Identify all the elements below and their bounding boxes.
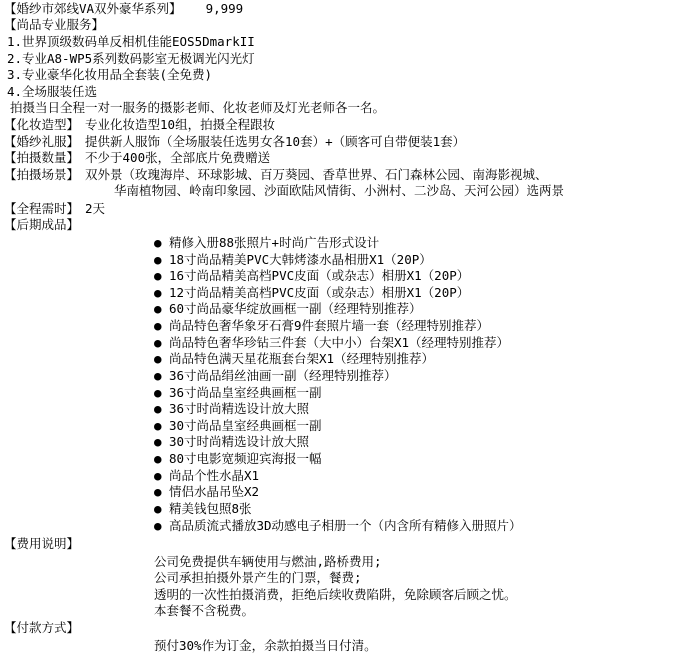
package-price: 9,999 bbox=[205, 1, 244, 16]
product-item-text: 36寸时尚精选设计放大照 bbox=[169, 401, 310, 416]
info-row-quantity bbox=[4, 150, 270, 166]
fee-line: 公司免费提供车辆使用与燃油,路桥费用; bbox=[154, 554, 382, 569]
fees-heading: 【费用说明】 bbox=[4, 536, 80, 551]
product-item bbox=[154, 484, 259, 500]
info-row-value: 提供新人服饰（全场服装任选男女各10套）+（顾客可自带便装1套） bbox=[85, 134, 466, 149]
fee-line: 本套餐不含税费。 bbox=[154, 603, 255, 618]
info-row-label: 【拍摄场景】 bbox=[4, 167, 80, 182]
bullet-icon: ● bbox=[154, 434, 162, 449]
product-item-text: 18寸尚品精美PVC大韩烤漆水晶相册X1（20P） bbox=[169, 252, 432, 267]
product-item-text: 尚品特色奢华象牙石膏9件套照片墙一套（经理特别推荐） bbox=[169, 318, 490, 333]
info-row-gowns bbox=[4, 134, 465, 150]
product-item bbox=[154, 268, 469, 284]
package-title-line bbox=[4, 1, 243, 17]
product-item bbox=[154, 434, 309, 450]
product-item-text: 36寸尚品绢丝油画一副（经理特别推荐） bbox=[169, 368, 397, 383]
product-item bbox=[154, 335, 509, 351]
product-item bbox=[154, 385, 322, 401]
service-item-number: 3. bbox=[6, 67, 22, 82]
bullet-icon: ● bbox=[154, 252, 162, 267]
info-row-scenes bbox=[4, 167, 548, 183]
product-item-text: 30寸时尚精选设计放大照 bbox=[169, 434, 310, 449]
product-item bbox=[154, 518, 522, 534]
bullet-icon: ● bbox=[154, 285, 162, 300]
bullet-icon: ● bbox=[154, 518, 162, 533]
fee-line: 透明的一次性拍摄消费，拒绝后续收费陷阱，免除顾客后顾之忧。 bbox=[154, 587, 517, 602]
service-item-number: 2. bbox=[6, 51, 22, 66]
info-row-duration bbox=[4, 201, 105, 217]
info-row-value: 2天 bbox=[85, 201, 106, 216]
product-item bbox=[154, 301, 422, 317]
product-item bbox=[154, 418, 322, 434]
bullet-icon: ● bbox=[154, 501, 162, 516]
bullet-icon: ● bbox=[154, 484, 162, 499]
service-item-text: 专业A8-WP5系列数码影室无极调光闪光灯 bbox=[22, 51, 255, 66]
product-item-text: 精修入册88张照片+时尚广告形式设计 bbox=[169, 235, 380, 250]
product-item bbox=[154, 351, 434, 367]
fee-line: 公司承担拍摄外景产生的门票，餐费; bbox=[154, 570, 362, 585]
product-item bbox=[154, 235, 379, 251]
payment-text: 预付30%作为订金，余款拍摄当日付清。 bbox=[154, 638, 377, 653]
products-heading: 【后期成品】 bbox=[4, 217, 80, 232]
info-row-label: 【拍摄数量】 bbox=[4, 150, 80, 165]
product-item bbox=[154, 401, 309, 417]
service-item bbox=[6, 34, 255, 50]
product-item-text: 36寸尚品皇室经典画框一副 bbox=[169, 385, 322, 400]
product-item bbox=[154, 252, 432, 268]
info-row-value: 不少于400张，全部底片免费赠送 bbox=[85, 150, 271, 165]
product-item bbox=[154, 468, 259, 484]
info-row-makeup bbox=[4, 117, 275, 133]
product-item bbox=[154, 285, 469, 301]
service-item-text: 全场服装任选 bbox=[22, 84, 98, 99]
bullet-icon: ● bbox=[154, 268, 162, 283]
service-item-number: 1. bbox=[6, 34, 22, 49]
product-item-text: 尚品特色满天星花瓶套台架X1（经理特别推荐） bbox=[169, 351, 435, 366]
product-item-text: 12寸尚品精美高档PVC皮面（或杂志）相册X1（20P） bbox=[169, 285, 470, 300]
info-row-value: 专业化妆造型10组，拍摄全程跟妆 bbox=[85, 117, 276, 132]
product-item-text: 60寸尚品豪华绽放画框一副（经理特别推荐） bbox=[169, 301, 422, 316]
info-row-scenes-continued: 华南植物园、岭南印象园、沙面欧陆风情街、小洲村、二沙岛、天河公园）选两景 bbox=[114, 183, 565, 198]
info-row-label: 【化妆造型】 bbox=[4, 117, 80, 132]
payment-heading: 【付款方式】 bbox=[4, 620, 80, 635]
product-item-text: 精美钱包照8张 bbox=[169, 501, 252, 516]
product-item-text: 尚品特色奢华珍钻三件套（大中小）台架X1（经理特别推荐） bbox=[169, 335, 510, 350]
bullet-icon: ● bbox=[154, 235, 162, 250]
bullet-icon: ● bbox=[154, 335, 162, 350]
services-heading: 【尚品专业服务】 bbox=[4, 17, 105, 32]
bullet-icon: ● bbox=[154, 318, 162, 333]
service-item bbox=[6, 84, 97, 100]
product-item-text: 情侣水晶吊坠X2 bbox=[169, 484, 260, 499]
product-item-text: 16寸尚品精美高档PVC皮面（或杂志）相册X1（20P） bbox=[169, 268, 470, 283]
info-row-label: 【婚纱礼服】 bbox=[4, 134, 80, 149]
bullet-icon: ● bbox=[154, 401, 162, 416]
product-item-text: 80寸电影宽频迎宾海报一幅 bbox=[169, 451, 322, 466]
service-item bbox=[6, 51, 255, 67]
bullet-icon: ● bbox=[154, 451, 162, 466]
services-note: 拍摄当日全程一对一服务的摄影老师、化妆老师及灯光老师各一名。 bbox=[10, 100, 386, 115]
product-item bbox=[154, 451, 322, 467]
bullet-icon: ● bbox=[154, 351, 162, 366]
bullet-icon: ● bbox=[154, 301, 162, 316]
service-item-text: 世界顶级数码单反相机佳能EOS5DmarkII bbox=[22, 34, 255, 49]
bullet-icon: ● bbox=[154, 385, 162, 400]
bullet-icon: ● bbox=[154, 418, 162, 433]
service-item-text: 专业豪华化妆用品全套装(全免费) bbox=[22, 67, 213, 82]
service-item bbox=[6, 67, 212, 83]
bullet-icon: ● bbox=[154, 468, 162, 483]
bullet-icon: ● bbox=[154, 368, 162, 383]
product-item bbox=[154, 368, 397, 384]
product-item bbox=[154, 318, 489, 334]
info-row-label: 【全程需时】 bbox=[4, 201, 80, 216]
product-item-text: 30寸尚品皇室经典画框一副 bbox=[169, 418, 322, 433]
product-item-text: 尚品个性水晶X1 bbox=[169, 468, 260, 483]
product-item bbox=[154, 501, 252, 517]
package-title: 【婚纱市郊线VA双外豪华系列】 bbox=[4, 1, 182, 16]
product-item-text: 高品质流式播放3D动感电子相册一个（内含所有精修入册照片） bbox=[169, 518, 522, 533]
service-item-number: 4. bbox=[6, 84, 22, 99]
info-row-value: 双外景（玫瑰海岸、环球影城、百万葵园、香草世界、石门森林公园、南海影视城、 bbox=[85, 167, 548, 182]
